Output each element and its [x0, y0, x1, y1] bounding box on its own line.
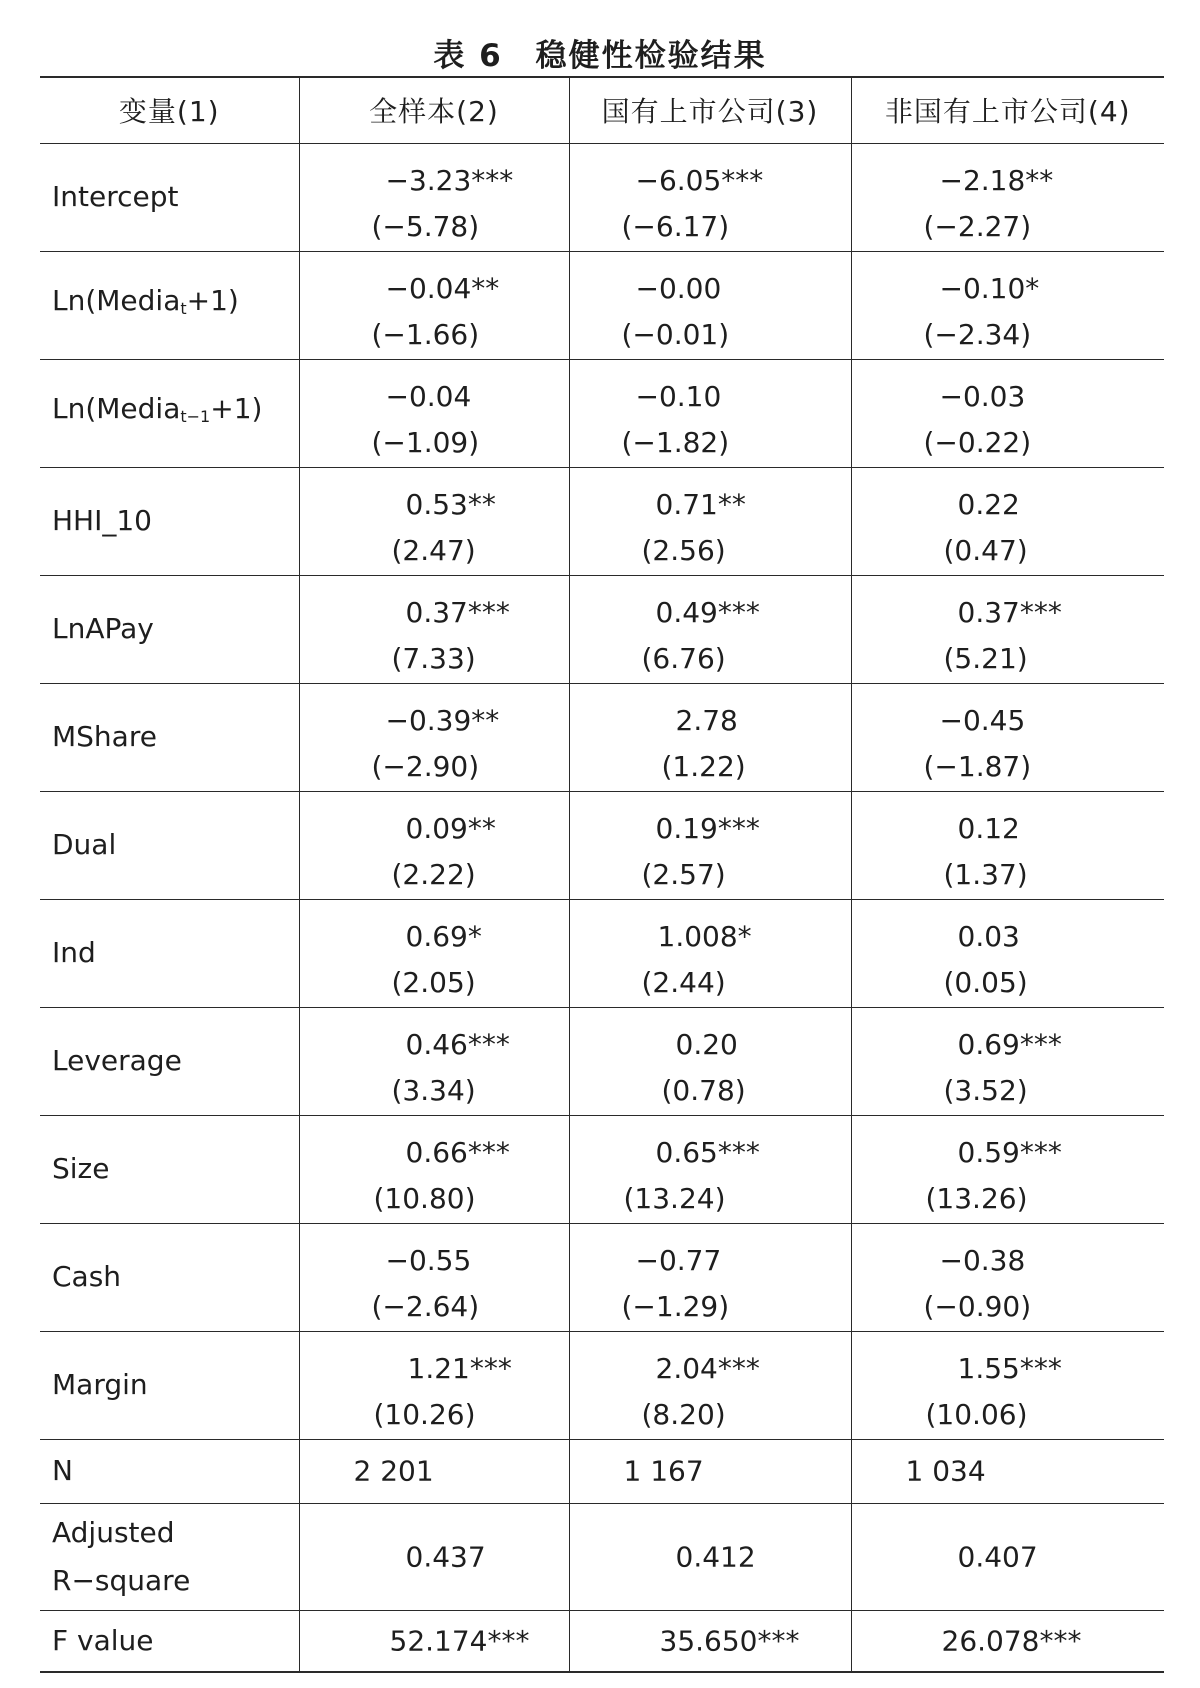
adjusted-r-square-value: 0.407 — [957, 1540, 1038, 1573]
table-row-f-value — [40, 1610, 1164, 1672]
table-row — [40, 899, 1164, 1007]
column-header-state-owned: 国有上市公司(3) — [569, 77, 851, 143]
t-statistic: (1.37) — [943, 857, 1028, 891]
t-statistic: (−5.78) — [371, 209, 480, 243]
t-statistic: (−2.64) — [371, 1289, 480, 1323]
coefficient: 2.04*** — [655, 1351, 760, 1385]
variable-name: Leverage — [40, 1007, 299, 1115]
coefficient: −0.04 — [385, 379, 472, 413]
t-statistic: (−0.90) — [923, 1289, 1032, 1323]
t-statistic: (13.26) — [925, 1181, 1028, 1215]
variable-name: Margin — [40, 1331, 299, 1439]
t-statistic: (10.26) — [373, 1397, 476, 1431]
coefficient: 1.008* — [657, 919, 752, 953]
coefficient: 0.46*** — [405, 1027, 510, 1061]
table-row — [40, 359, 1164, 467]
t-statistic: (2.57) — [641, 857, 726, 891]
coefficient: 0.69* — [405, 919, 482, 953]
coefficient: 0.37*** — [405, 595, 510, 629]
t-statistic: (−1.29) — [621, 1289, 730, 1323]
variable-name: Adjusted R−square — [40, 1503, 299, 1610]
variable-name: F value — [40, 1610, 299, 1672]
t-statistic: (0.78) — [661, 1073, 746, 1107]
table-row — [40, 683, 1164, 791]
coefficient: 0.66*** — [405, 1135, 510, 1169]
t-statistic: (8.20) — [641, 1397, 726, 1431]
t-statistic: (0.05) — [943, 965, 1028, 999]
t-statistic: (−1.87) — [923, 749, 1032, 783]
coefficient: 0.65*** — [655, 1135, 760, 1169]
coefficient: −3.23*** — [385, 163, 514, 197]
observation-count: 1 167 — [623, 1454, 704, 1488]
coefficient: −0.77 — [635, 1243, 722, 1277]
variable-name: Size — [40, 1115, 299, 1223]
t-statistic: (−1.09) — [371, 425, 480, 459]
f-statistic: 35.650*** — [659, 1624, 800, 1658]
coefficient: −0.10* — [939, 271, 1040, 305]
adjusted-r-square-value: 0.412 — [675, 1540, 756, 1573]
t-statistic: (2.05) — [391, 965, 476, 999]
f-statistic: 26.078*** — [941, 1624, 1082, 1658]
t-statistic: (3.52) — [943, 1073, 1028, 1107]
coefficient: 0.69*** — [957, 1027, 1062, 1061]
t-statistic: (2.56) — [641, 533, 726, 567]
variable-name: MShare — [40, 683, 299, 791]
coefficient: 0.49*** — [655, 595, 760, 629]
table-row — [40, 1115, 1164, 1223]
t-statistic: (10.80) — [373, 1181, 476, 1215]
coefficient: −2.18** — [939, 163, 1054, 197]
table-row — [40, 575, 1164, 683]
t-statistic: (−2.90) — [371, 749, 480, 783]
coefficient: −0.55 — [385, 1243, 472, 1277]
table-row — [40, 467, 1164, 575]
f-statistic: 52.174*** — [389, 1624, 530, 1658]
coefficient: −0.39** — [385, 703, 500, 737]
table-row — [40, 791, 1164, 899]
t-statistic: (−0.22) — [923, 425, 1032, 459]
observation-count: 2 201 — [353, 1454, 434, 1488]
t-statistic: (13.24) — [623, 1181, 726, 1215]
coefficient: 0.59*** — [957, 1135, 1062, 1169]
t-statistic: (6.76) — [641, 641, 726, 675]
t-statistic: (0.47) — [943, 533, 1028, 567]
coefficient: 0.19*** — [655, 811, 760, 845]
column-header-variable: 变量(1) — [40, 77, 299, 143]
table-row — [40, 1223, 1164, 1331]
coefficient: 0.37*** — [957, 595, 1062, 629]
table-row — [40, 1007, 1164, 1115]
coefficient: 1.55*** — [957, 1351, 1062, 1385]
coefficient: −6.05*** — [635, 163, 764, 197]
table-row-n — [40, 1439, 1164, 1503]
coefficient: 0.20 — [675, 1027, 738, 1061]
coefficient: −0.00 — [635, 271, 722, 305]
t-statistic: (7.33) — [391, 641, 476, 675]
header-row — [40, 77, 1164, 143]
variable-name: N — [40, 1439, 299, 1503]
coefficient: −0.03 — [939, 379, 1026, 413]
coefficient: 0.71** — [655, 487, 746, 521]
coefficient: −0.10 — [635, 379, 722, 413]
coefficient: 2.78 — [675, 703, 738, 737]
t-statistic: (10.06) — [925, 1397, 1028, 1431]
coefficient: 0.03 — [957, 919, 1020, 953]
table-row — [40, 251, 1164, 359]
observation-count: 1 034 — [905, 1454, 986, 1488]
variable-name: Cash — [40, 1223, 299, 1331]
robustness-results-table — [40, 76, 1164, 1673]
table-title: 表 6 稳健性检验结果 — [433, 38, 767, 74]
t-statistic: (3.34) — [391, 1073, 476, 1107]
coefficient: 1.21*** — [407, 1351, 512, 1385]
t-statistic: (−2.34) — [923, 317, 1032, 351]
coefficient: 0.12 — [957, 811, 1020, 845]
coefficient: −0.04** — [385, 271, 500, 305]
variable-name: Ind — [40, 899, 299, 1007]
column-header-full-sample: 全样本(2) — [299, 77, 569, 143]
table-row — [40, 1331, 1164, 1439]
t-statistic: (−2.27) — [923, 209, 1032, 243]
coefficient: −0.38 — [939, 1243, 1026, 1277]
t-statistic: (2.22) — [391, 857, 476, 891]
variable-name: Ln(Media$_t$+1) — [40, 251, 299, 359]
coefficient: 0.09** — [405, 811, 496, 845]
t-statistic: (−6.17) — [621, 209, 730, 243]
variable-name: Dual — [40, 791, 299, 899]
variable-name: LnAPay — [40, 575, 299, 683]
adjusted-r-square-value: 0.437 — [405, 1540, 486, 1573]
t-statistic: (−0.01) — [621, 317, 730, 351]
column-header-non-state-owned: 非国有上市公司(4) — [851, 77, 1164, 143]
variable-name: Ln(Media$_{t-1}$+1) — [40, 359, 299, 467]
table-row — [40, 143, 1164, 251]
coefficient: −0.45 — [939, 703, 1026, 737]
coefficient: 0.53** — [405, 487, 496, 521]
table-row-adjusted-r-square — [40, 1503, 1164, 1610]
variable-name: HHI_10 — [40, 467, 299, 575]
t-statistic: (1.22) — [661, 749, 746, 783]
coefficient: 0.22 — [957, 487, 1020, 521]
t-statistic: (5.21) — [943, 641, 1028, 675]
t-statistic: (−1.66) — [371, 317, 480, 351]
variable-name: Intercept — [40, 143, 299, 251]
t-statistic: (−1.82) — [621, 425, 730, 459]
t-statistic: (2.44) — [641, 965, 726, 999]
t-statistic: (2.47) — [391, 533, 476, 567]
